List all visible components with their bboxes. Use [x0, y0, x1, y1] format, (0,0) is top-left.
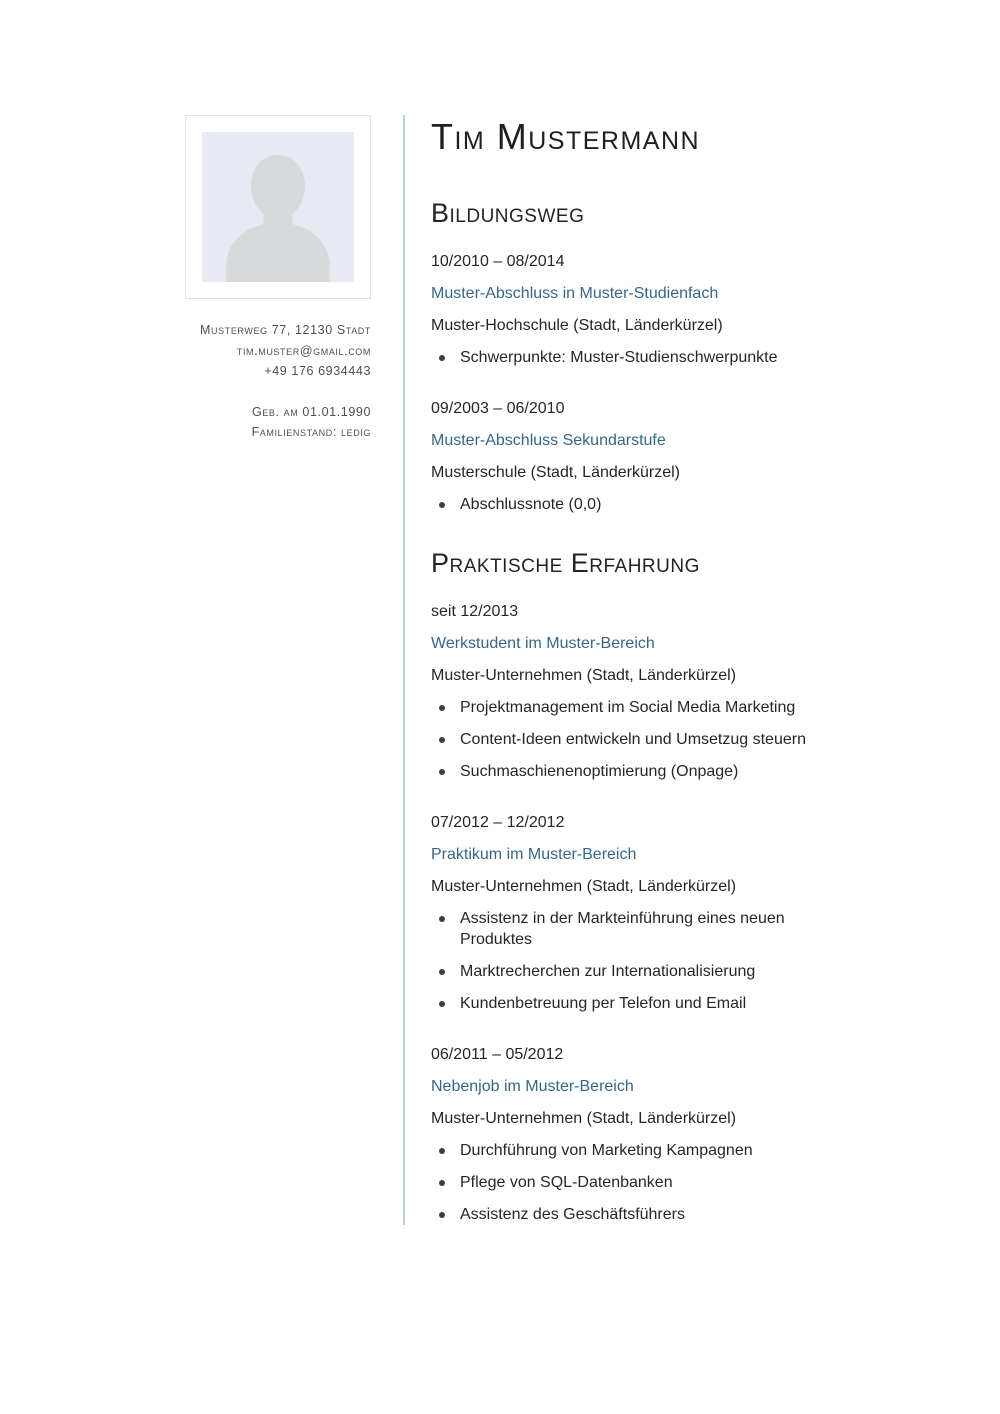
- entry-period: 10/2010 – 08/2014: [431, 253, 565, 270]
- section-education: [431, 195, 835, 515]
- section-experience: [431, 545, 835, 1225]
- entry-period: 07/2012 – 12/2012: [431, 814, 565, 831]
- education-entry: [431, 251, 835, 368]
- entry-bullet: Suchmaschienenoptimierung (Onpage): [431, 761, 835, 782]
- person-silhouette-icon: [202, 144, 354, 282]
- entry-period: seit 12/2013: [431, 603, 519, 620]
- entry-job-title: Nebenjob im Muster-Bereich: [431, 1078, 634, 1095]
- experience-entry: [431, 1044, 835, 1225]
- entry-bullet: Durchführung von Marketing Kampagnen: [431, 1140, 835, 1161]
- entry-company: Muster-Unternehmen (Stadt, Länderkürzel): [431, 667, 737, 684]
- entry-bullet: Kundenbetreuung per Telefon und Email: [431, 993, 835, 1014]
- entry-bullet: Assistenz des Geschäftsführers: [431, 1204, 835, 1225]
- experience-entry: [431, 812, 835, 1014]
- left-column: [185, 115, 371, 443]
- marital-status: Familienstand: ledig: [251, 425, 371, 439]
- education-entry: [431, 398, 835, 515]
- entry-job-title: Praktikum im Muster-Bereich: [431, 846, 637, 863]
- main-column: [403, 115, 835, 1225]
- entry-bullet-list: [431, 347, 835, 368]
- birth-date: Geb. am 01.01.1990: [251, 404, 371, 419]
- section-title-experience: Praktische Erfahrung: [431, 548, 700, 578]
- entry-degree: Muster-Abschluss in Muster-Studienfach: [431, 285, 719, 302]
- entry-bullet: Projektmanagement im Social Media Marketing: [431, 697, 835, 718]
- entry-company: Muster-Unternehmen (Stadt, Länderkürzel): [431, 878, 737, 895]
- entry-period: 09/2003 – 06/2010: [431, 400, 565, 417]
- contact-address: Musterweg 77, 12130 Stadt: [200, 323, 371, 337]
- entry-bullet: Content-Ideen entwickeln und Umsetzug steuern: [431, 729, 835, 750]
- contact-email: tim.muster@gmail.com: [236, 343, 371, 358]
- personal-info-block: [185, 402, 371, 443]
- entry-company: Muster-Unternehmen (Stadt, Länderkürzel): [431, 1110, 737, 1127]
- contact-block: [185, 320, 371, 443]
- experience-entry: [431, 601, 835, 782]
- entry-bullet: Abschlussnote (0,0): [431, 494, 835, 515]
- entry-job-title: Werkstudent im Muster-Bereich: [431, 635, 655, 652]
- contact-phone: +49 176 6934443: [264, 364, 371, 378]
- entry-institution: Muster-Hochschule (Stadt, Länderkürzel): [431, 317, 723, 334]
- entry-bullet-list: [431, 908, 835, 1014]
- section-title-education: Bildungsweg: [431, 198, 585, 228]
- entry-period: 06/2011 – 05/2012: [431, 1046, 564, 1063]
- entry-bullet-list: [431, 494, 835, 515]
- profile-photo-placeholder: [202, 132, 354, 282]
- entry-bullet: Assistenz in der Markteinführung eines neuen Produktes: [431, 908, 835, 950]
- photo-frame: [185, 115, 371, 299]
- entry-institution: Musterschule (Stadt, Länderkürzel): [431, 464, 680, 481]
- entry-bullet-list: [431, 697, 835, 782]
- entry-bullet-list: [431, 1140, 835, 1225]
- entry-bullet: Marktrecherchen zur Internationalisierung: [431, 961, 835, 982]
- entry-bullet: Schwerpunkte: Muster-Studienschwerpunkte: [431, 347, 835, 368]
- entry-degree: Muster-Abschluss Sekundarstufe: [431, 432, 666, 449]
- page-title: Tim Mustermann: [431, 116, 701, 157]
- entry-bullet: Pflege von SQL-Datenbanken: [431, 1172, 835, 1193]
